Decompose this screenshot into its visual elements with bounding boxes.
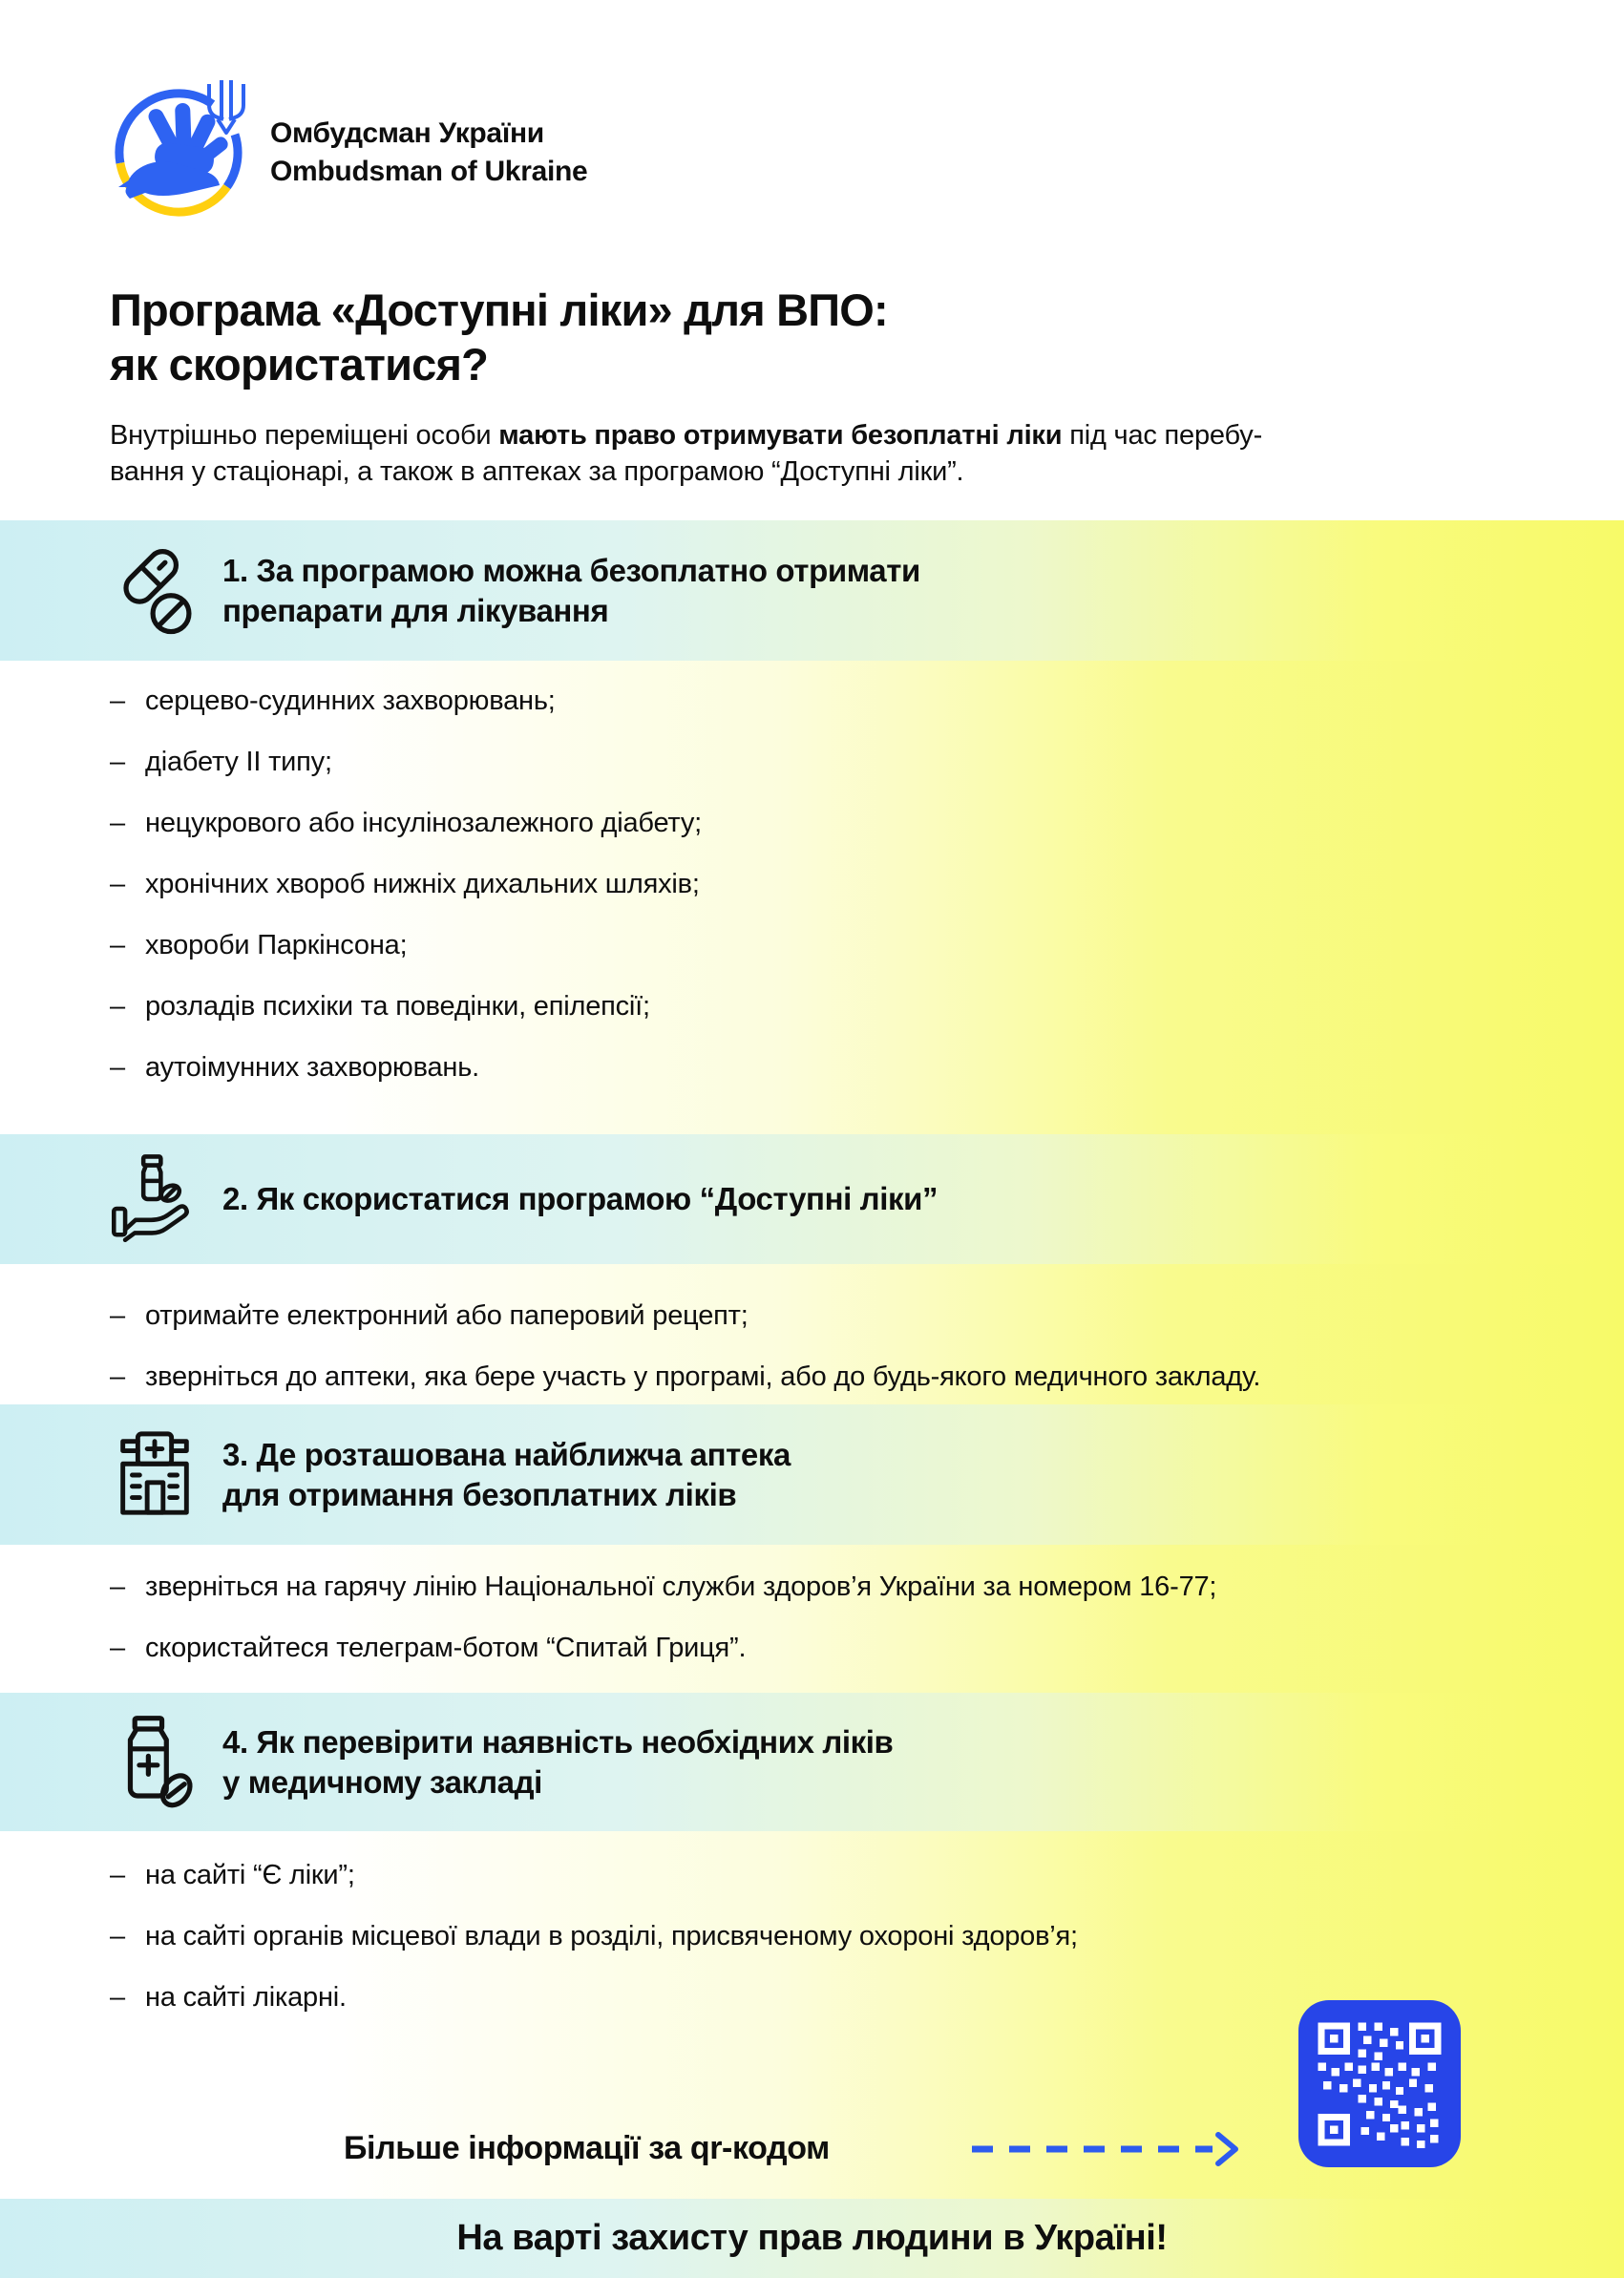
bullet-text: зверніться на гарячу лінію Національної служби здоров’я України за номером 16-77; (145, 1571, 1217, 1602)
list-item (110, 1976, 347, 2018)
medicine-bottle-icon (107, 1713, 202, 1812)
bullet-text: серцево-судинних захворювань; (145, 686, 556, 716)
bullet-text: нецукрового або інсулінозалежного діабету; (145, 808, 702, 838)
qr-info-label: Більше інформації за qr-кодом (344, 2130, 830, 2166)
bullet-text: діабету ІІ типу; (145, 747, 332, 777)
intro-line1 (110, 417, 1262, 453)
section-band-3 (0, 1404, 1624, 1545)
section-4-heading-line2: у медичному закладі (222, 1763, 542, 1800)
list-item (110, 680, 556, 722)
hand-medicine-icon (107, 1150, 202, 1249)
bullet-text: хронічних хвороб нижніх дихальних шляхів; (145, 869, 700, 899)
section-3-heading-line1: 3. Де розташована найближча аптека (222, 1436, 791, 1472)
bullet-dash: – (110, 1361, 125, 1392)
bullet-text: хвороби Паркінсона; (145, 930, 408, 960)
section-band-4 (0, 1693, 1624, 1831)
logo-title-en: Ombudsman of Ukraine (270, 156, 588, 187)
bullet-dash: – (110, 1982, 125, 2013)
section-1-heading-line2: препарати для лікування (222, 592, 609, 628)
footer-slogan: На варті захисту прав людини в Україні! (456, 2218, 1168, 2258)
intro-line1-pre: Внутрішньо переміщені особи (110, 420, 499, 451)
section-1-heading-line1: 1. За програмою можна безоплатно отримати (222, 552, 920, 588)
bullet-text: на сайті “Є ліки”; (145, 1860, 355, 1890)
bullet-dash: – (110, 991, 125, 1022)
list-item (110, 1627, 746, 1669)
list-item (110, 1295, 749, 1337)
pharmacy-icon (107, 1428, 202, 1522)
bullet-dash: – (110, 1633, 125, 1663)
qr-code (1298, 2000, 1461, 2167)
section-band-2 (0, 1134, 1624, 1264)
bullet-text: зверніться до аптеки, яка бере участь у програмі, або до будь-якого медичного закладу. (145, 1361, 1261, 1392)
bullet-dash: – (110, 869, 125, 899)
ombudsman-logo (107, 76, 260, 234)
section-2-heading-line1: 2. Як скористатися програмою “Доступні ліки” (222, 1181, 939, 1216)
list-item (110, 1046, 479, 1088)
page-title (110, 283, 888, 391)
bullet-text: на сайті лікарні. (145, 1982, 347, 2013)
pills-icon (107, 541, 202, 641)
bullet-dash: – (110, 747, 125, 777)
section-3-heading-line2: для отримання безоплатних ліків (222, 1476, 737, 1512)
intro-line1-bold: мають право отримувати безоплатні ліки (498, 420, 1063, 451)
footer-slogan-band (0, 2199, 1624, 2278)
bullet-dash: – (110, 1300, 125, 1331)
hand-dove-logo-icon (107, 76, 260, 234)
intro-line1-post: під час перебу- (1062, 420, 1263, 451)
bullet-text: розладів психіки та поведінки, епілепсії; (145, 991, 650, 1022)
bullet-dash: – (110, 808, 125, 838)
bullet-dash: – (110, 686, 125, 716)
logo-title (270, 115, 587, 191)
list-item (110, 985, 650, 1027)
bullet-text: на сайті органів місцевої влади в розділі, присвяченому охороні здоров’я; (145, 1921, 1078, 1951)
logo-title-uk: Омбудсман України (270, 117, 544, 149)
bullet-text: аутоімунних захворювань. (145, 1052, 479, 1083)
intro-line2: вання у стаціонарі, а також в аптеках за програмою “Доступні ліки”. (110, 456, 964, 487)
bullet-dash: – (110, 1921, 125, 1951)
section-4-heading-line1: 4. Як перевірити наявність необхідних ліків (222, 1723, 894, 1760)
section-2-heading (222, 1179, 938, 1219)
bullet-text: скористайтеся телеграм-ботом “Спитай Гриця”. (145, 1633, 747, 1663)
page-title-line2: як скористатися? (110, 339, 489, 390)
list-item (110, 1356, 1260, 1398)
list-item (110, 1566, 1216, 1608)
list-item (110, 863, 700, 905)
intro-paragraph (110, 417, 1262, 490)
section-band-1 (0, 520, 1624, 661)
list-item (110, 1915, 1078, 1957)
bullet-dash: – (110, 1052, 125, 1083)
section-4-heading (222, 1722, 893, 1803)
page-title-line1: Програма «Доступні ліки» для ВПО: (110, 285, 888, 335)
section-1-heading (222, 551, 920, 631)
list-item (110, 924, 407, 966)
dashed-arrow-icon (966, 2125, 1253, 2173)
bullet-dash: – (110, 930, 125, 960)
list-item (110, 1854, 355, 1896)
bullet-text: отримайте електронний або паперовий рецепт; (145, 1300, 749, 1331)
bullet-dash: – (110, 1860, 125, 1890)
section-3-heading (222, 1435, 791, 1515)
bullet-dash: – (110, 1571, 125, 1602)
list-item (110, 741, 332, 783)
list-item (110, 802, 702, 844)
